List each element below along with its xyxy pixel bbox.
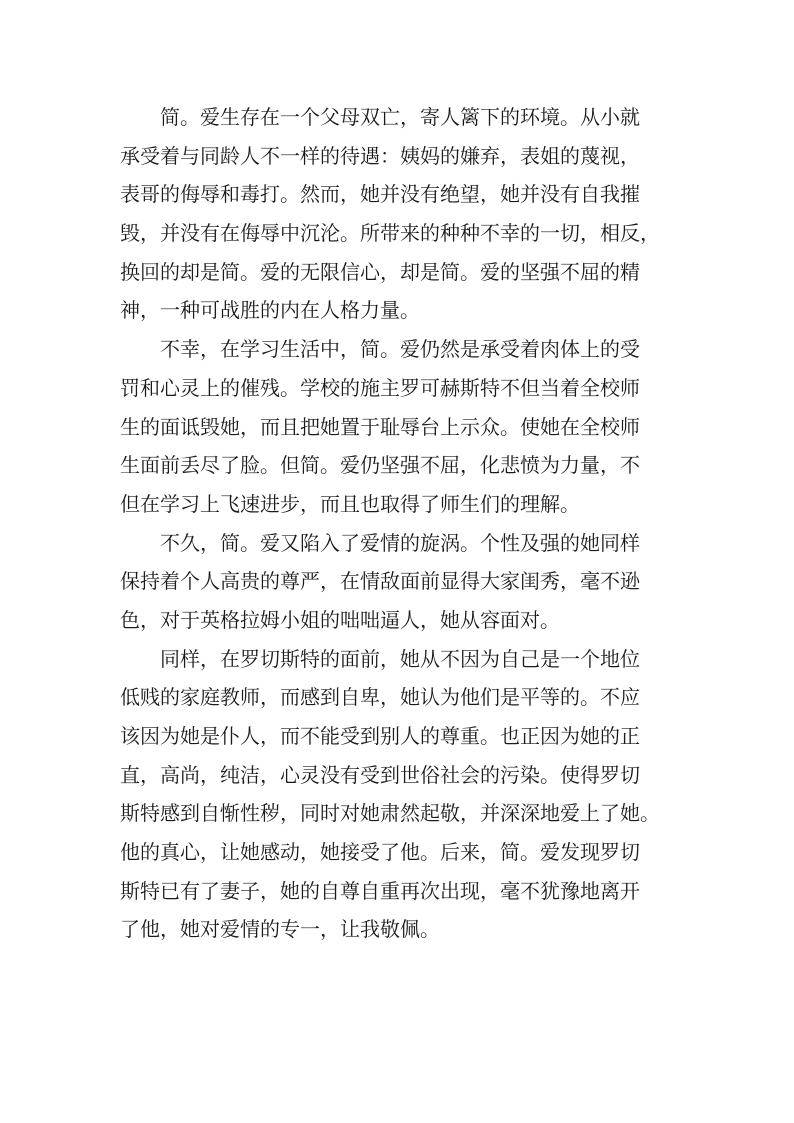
text-line: 直，高尚，纯洁，心灵没有受到世俗社会的污染。使得罗切 bbox=[120, 762, 640, 787]
essay-body bbox=[120, 98, 676, 949]
text-line: 毁，并没有在侮辱中沉沦。所带来的种种不幸的一切，相反， bbox=[120, 221, 660, 246]
text-line: 低贱的家庭教师，而感到自卑，她认为他们是平等的。不应 bbox=[120, 685, 640, 710]
text-line: 生面前丢尽了脸。但简。爱仍坚强不屈，化悲愤为力量，不 bbox=[120, 453, 640, 478]
text-line: 斯特感到自惭性秽，同时对她肃然起敬，并深深地爱上了她。 bbox=[120, 801, 660, 826]
text-line: 了他，她对爱情的专一，让我敬佩。 bbox=[120, 917, 440, 942]
text-line: 换回的却是简。爱的无限信心，却是简。爱的坚强不屈的精 bbox=[120, 259, 640, 284]
text-line: 他的真心，让她感动，她接受了他。后来，简。爱发现罗切 bbox=[120, 840, 640, 865]
text-line: 简。爱生存在一个父母双亡，寄人篱下的环境。从小就 bbox=[160, 105, 640, 129]
text-line: 色，对于英格拉姆小姐的咄咄逼人，她从容面对。 bbox=[120, 607, 560, 632]
text-line: 不久，简。爱又陷入了爱情的旋涡。个性及强的她同样 bbox=[160, 530, 640, 555]
text-line: 神，一种可战胜的内在人格力量。 bbox=[120, 298, 420, 323]
text-line: 生的面诋毁她，而且把她置于耻辱台上示众。使她在全校师 bbox=[120, 414, 640, 439]
text-line: 同样，在罗切斯特的面前，她从不因为自己是一个地位 bbox=[160, 646, 640, 671]
text-line: 但在学习上飞速进步，而且也取得了师生们的理解。 bbox=[120, 491, 580, 516]
text-line: 不幸，在学习生活中，简。爱仍然是承受着肉体上的受 bbox=[160, 337, 640, 362]
text-line: 斯特已有了妻子，她的自尊自重再次出现，毫不犹豫地离开 bbox=[120, 878, 640, 903]
text-line: 该因为她是仆人，而不能受到别人的尊重。也正因为她的正 bbox=[120, 724, 640, 748]
text-line: 保持着个人高贵的尊严，在情敌面前显得大家闺秀，毫不逊 bbox=[120, 569, 640, 594]
text-line: 表哥的侮辱和毒打。然而，她并没有绝望，她并没有自我摧 bbox=[120, 182, 640, 207]
text-line: 承受着与同龄人不一样的待遇：姨妈的嫌弃，表姐的蔑视， bbox=[120, 143, 640, 168]
text-line: 罚和心灵上的催残。学校的施主罗可赫斯特不但当着全校师 bbox=[120, 375, 640, 400]
